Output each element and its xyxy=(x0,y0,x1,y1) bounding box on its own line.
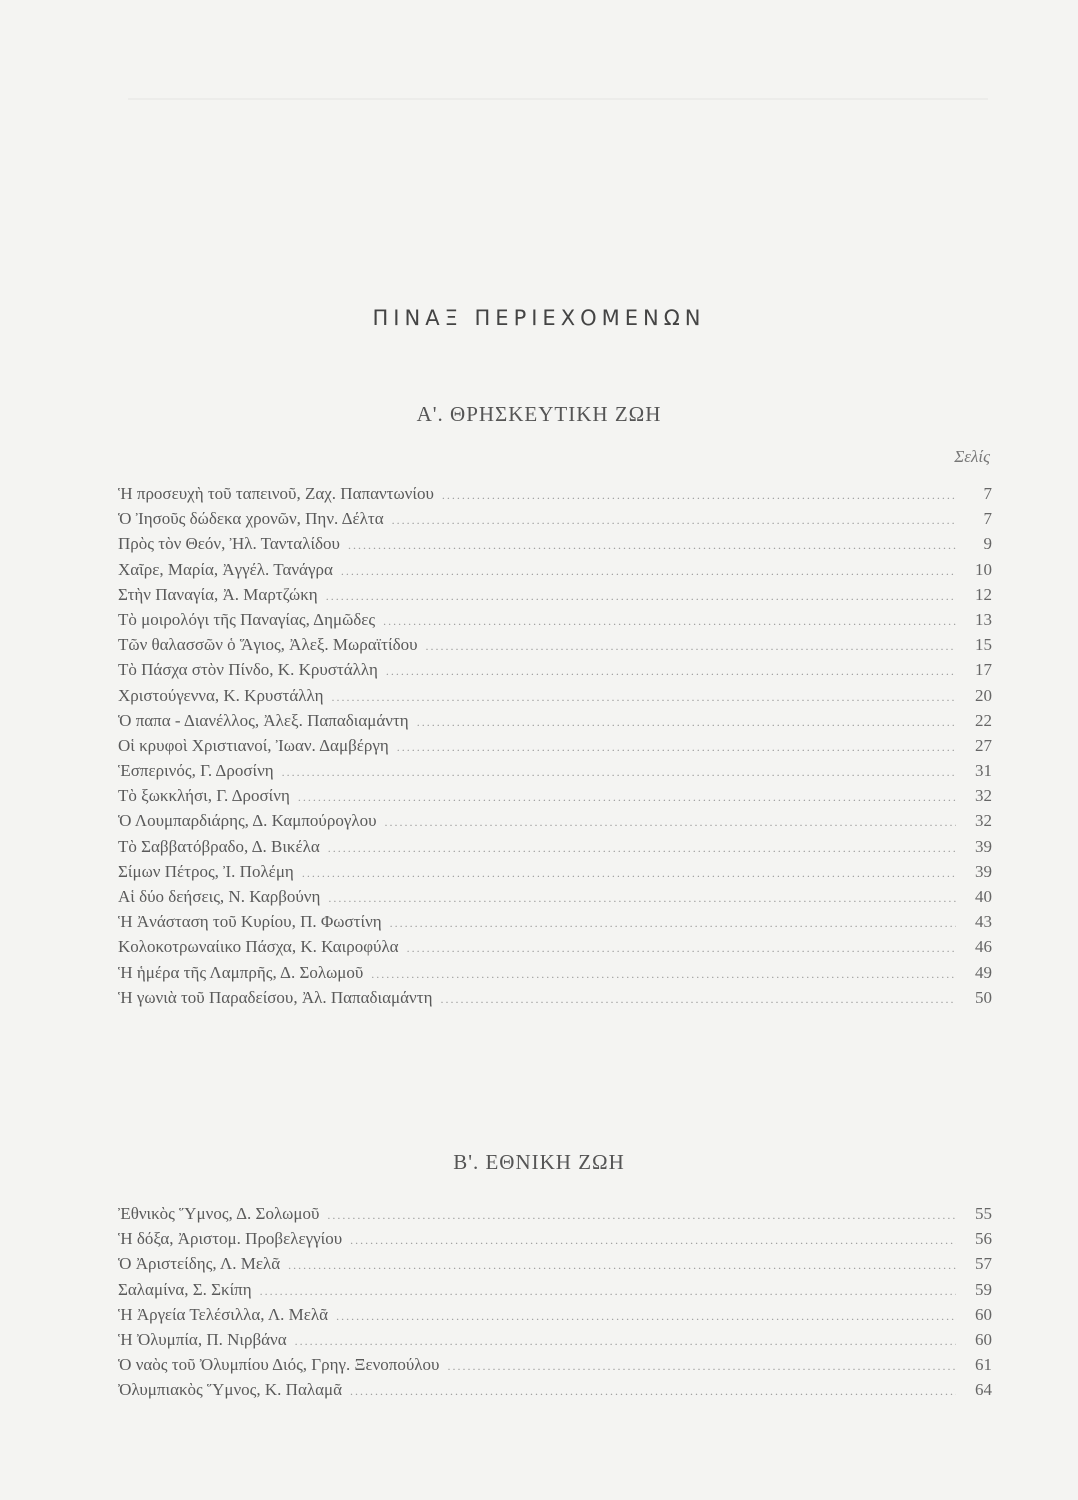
toc-entry xyxy=(118,862,992,887)
toc-entry-title: Ἡ ἡμέρα τῆς Λαμπρῆς, Δ. Σολωμοῦ xyxy=(118,962,364,982)
toc-entry xyxy=(118,1330,992,1355)
toc-entry xyxy=(118,811,992,836)
dot-leader xyxy=(336,1309,956,1324)
toc-entry-page: 46 xyxy=(975,937,992,957)
dot-leader xyxy=(417,715,956,730)
toc-entry xyxy=(118,711,992,736)
dot-leader xyxy=(341,564,956,579)
dot-leader xyxy=(327,1208,956,1223)
toc-entry-page: 60 xyxy=(975,1329,992,1349)
dot-leader xyxy=(447,1359,956,1374)
toc-entry xyxy=(118,585,992,610)
toc-entry-page: 60 xyxy=(975,1304,992,1324)
toc-entry-title: Κολοκοτρωναίικο Πάσχα, Κ. Καιροφύλα xyxy=(118,937,399,957)
toc-entry-page: 31 xyxy=(975,761,992,781)
toc-entry-title: Πρὸς τὸν Θεόν, Ἠλ. Τανταλίδου xyxy=(118,534,340,554)
toc-entry xyxy=(118,761,992,786)
toc-entry-title: Ὁ παπα - Διανέλλος, Ἀλεξ. Παπαδιαμάντη xyxy=(118,710,409,730)
toc-entry-title: Αἱ δύο δεήσεις, Ν. Καρβούνη xyxy=(118,887,321,906)
bleed-through-rule xyxy=(128,98,988,100)
toc-entry xyxy=(118,1204,992,1229)
toc-entry-page: 39 xyxy=(975,861,992,881)
toc-entry-title: Στὴν Παναγία, Ἀ. Μαρτζώκη xyxy=(118,584,318,604)
toc-entry-page: 7 xyxy=(983,509,992,529)
toc-entry-page: 64 xyxy=(975,1380,992,1400)
toc-entry-page: 50 xyxy=(975,987,992,1007)
toc-entry xyxy=(118,635,992,660)
dot-leader xyxy=(442,488,956,503)
toc-entry-page: 10 xyxy=(975,559,992,579)
toc-entry xyxy=(118,1380,992,1405)
toc-entry-title: Ὁ Λουμπαρδιάρης, Δ. Καμπούρογλου xyxy=(118,811,377,831)
toc-entry-page: 22 xyxy=(975,710,992,730)
toc-entry-title: Ὁ Ἰησοῦς δώδεκα χρονῶν, Πην. Δέλτα xyxy=(118,509,384,529)
toc-entry-title: Τῶν θαλασσῶν ὁ Ἅγιος, Ἀλεξ. Μωραϊτίδου xyxy=(118,635,418,655)
toc-entry-title: Ὀλυμπιακὸς Ὕμνος, Κ. Παλαμᾶ xyxy=(118,1380,343,1400)
toc-entry-page: 9 xyxy=(983,534,992,554)
toc-entry-title: Ἡ Ὀλυμπία, Π. Νιρβάνα xyxy=(118,1329,287,1349)
toc-entry-page: 13 xyxy=(975,609,992,629)
toc-entry-title: Τὸ ξωκκλήσι, Γ. Δροσίνη xyxy=(118,786,290,806)
dot-leader xyxy=(302,866,956,881)
section-b-heading: Β'. ΕΘΝΙΚΗ ΖΩΗ xyxy=(453,1150,625,1174)
section-b-list xyxy=(118,1204,992,1406)
toc-entry xyxy=(118,1229,992,1254)
toc-entry-title: Χαῖρε, Μαρία, Ἀγγέλ. Τανάγρα xyxy=(118,559,333,579)
toc-entry-title: Ἡ Ἀργεία Τελέσιλλα, Λ. Μελᾶ xyxy=(118,1304,329,1324)
toc-entry-page: 15 xyxy=(975,635,992,655)
toc-entry xyxy=(118,1280,992,1305)
toc-entry xyxy=(118,912,992,937)
toc-entry-page: 20 xyxy=(975,685,992,705)
dot-leader xyxy=(348,538,956,553)
toc-entry-page: 27 xyxy=(975,735,992,755)
dot-leader xyxy=(350,1384,956,1399)
toc-entry-page: 43 xyxy=(975,912,992,932)
toc-entry xyxy=(118,837,992,862)
dot-leader xyxy=(397,740,956,755)
toc-entry-page: 49 xyxy=(975,962,992,982)
toc-entry xyxy=(118,988,992,1013)
dot-leader xyxy=(331,690,956,705)
dot-leader xyxy=(386,664,956,679)
toc-entry xyxy=(118,560,992,585)
dot-leader xyxy=(385,815,956,830)
toc-entry xyxy=(118,610,992,635)
toc-entry-title: Τὸ μοιρολόγι τῆς Παναγίας, Δημῶδες xyxy=(118,609,376,629)
toc-entry-title: Ἡ δόξα, Ἀριστομ. Προβελεγγίου xyxy=(118,1229,343,1249)
dot-leader xyxy=(390,916,956,931)
dot-leader xyxy=(426,639,956,654)
toc-entry-title: Ἡ γωνιὰ τοῦ Παραδείσου, Ἀλ. Παπαδιαμάντη xyxy=(118,987,433,1007)
dot-leader xyxy=(282,765,956,780)
toc-entry-page: 39 xyxy=(975,836,992,856)
toc-entry-title: Σίμων Πέτρος, Ἰ. Πολέμη xyxy=(118,861,294,881)
dot-leader xyxy=(407,941,956,956)
toc-entry xyxy=(118,786,992,811)
toc-entry-page: 7 xyxy=(983,484,992,503)
dot-leader xyxy=(350,1233,956,1248)
dot-leader xyxy=(328,841,956,856)
dot-leader xyxy=(326,589,956,604)
toc-entry-page: 59 xyxy=(975,1279,992,1299)
toc-entry-page: 17 xyxy=(975,660,992,680)
toc-entry-title: Ὁ ναὸς τοῦ Ὀλυμπίου Διός, Γρηγ. Ξενοπούλου xyxy=(118,1355,440,1375)
toc-entry xyxy=(118,1305,992,1330)
toc-entry xyxy=(118,686,992,711)
page-column-label: Σελίς xyxy=(954,447,990,466)
dot-leader xyxy=(288,1258,956,1273)
toc-entry-title: Χριστούγεννα, Κ. Κρυστάλλη xyxy=(118,685,324,705)
toc-entry-page: 40 xyxy=(975,887,992,906)
toc-entry xyxy=(118,660,992,685)
toc-entry xyxy=(118,1355,992,1380)
dot-leader xyxy=(392,513,956,528)
toc-entry-page: 32 xyxy=(975,786,992,806)
toc-entry-page: 56 xyxy=(975,1229,992,1249)
toc-entry xyxy=(118,937,992,962)
toc-entry-page: 32 xyxy=(975,811,992,831)
toc-entry-title: Ἐθνικὸς Ὕμνος, Δ. Σολωμοῦ xyxy=(118,1204,320,1223)
toc-entry-title: Σαλαμίνα, Σ. Σκίπη xyxy=(118,1279,252,1299)
toc-entry xyxy=(118,887,992,912)
toc-entry-page: 61 xyxy=(975,1355,992,1375)
dot-leader xyxy=(371,967,956,982)
toc-entry-title: Ἡ Ἀνάσταση τοῦ Κυρίου, Π. Φωστίνη xyxy=(118,912,382,932)
toc-entry-page: 55 xyxy=(975,1204,992,1223)
toc-entry xyxy=(118,534,992,559)
toc-entry-title: Ὁ Ἀριστείδης, Λ. Μελᾶ xyxy=(118,1254,281,1274)
dot-leader xyxy=(295,1334,956,1349)
dot-leader xyxy=(383,614,956,629)
dot-leader xyxy=(328,891,956,906)
section-a-list xyxy=(118,484,992,1013)
dot-leader xyxy=(260,1284,956,1299)
section-a-heading: Α'. ΘΡΗΣΚΕΥΤΙΚΗ ΖΩΗ xyxy=(416,402,662,426)
toc-entry-title: Ἑσπερινός, Γ. Δροσίνη xyxy=(118,761,274,781)
toc-entry xyxy=(118,509,992,534)
toc-entry xyxy=(118,1254,992,1279)
toc-entry xyxy=(118,736,992,761)
toc-entry-title: Οἱ κρυφοὶ Χριστιανοί, Ἰωαν. Δαμβέργη xyxy=(118,735,389,755)
toc-entry-page: 57 xyxy=(975,1254,992,1274)
toc-entry xyxy=(118,963,992,988)
dot-leader xyxy=(440,992,956,1007)
toc-entry-title: Ἡ προσευχὴ τοῦ ταπεινοῦ, Ζαχ. Παπαντωνίου xyxy=(118,484,434,503)
page-title: ΠΙΝΑΞ ΠΕΡΙΕΧΟΜΕΝΩΝ xyxy=(372,306,706,330)
toc-entry-title: Τὸ Σαββατόβραδο, Δ. Βικέλα xyxy=(118,836,320,856)
toc-entry-title: Τὸ Πάσχα στὸν Πίνδο, Κ. Κρυστάλλη xyxy=(118,660,378,680)
dot-leader xyxy=(298,790,956,805)
toc-entry-page: 12 xyxy=(975,584,992,604)
toc-entry xyxy=(118,484,992,509)
